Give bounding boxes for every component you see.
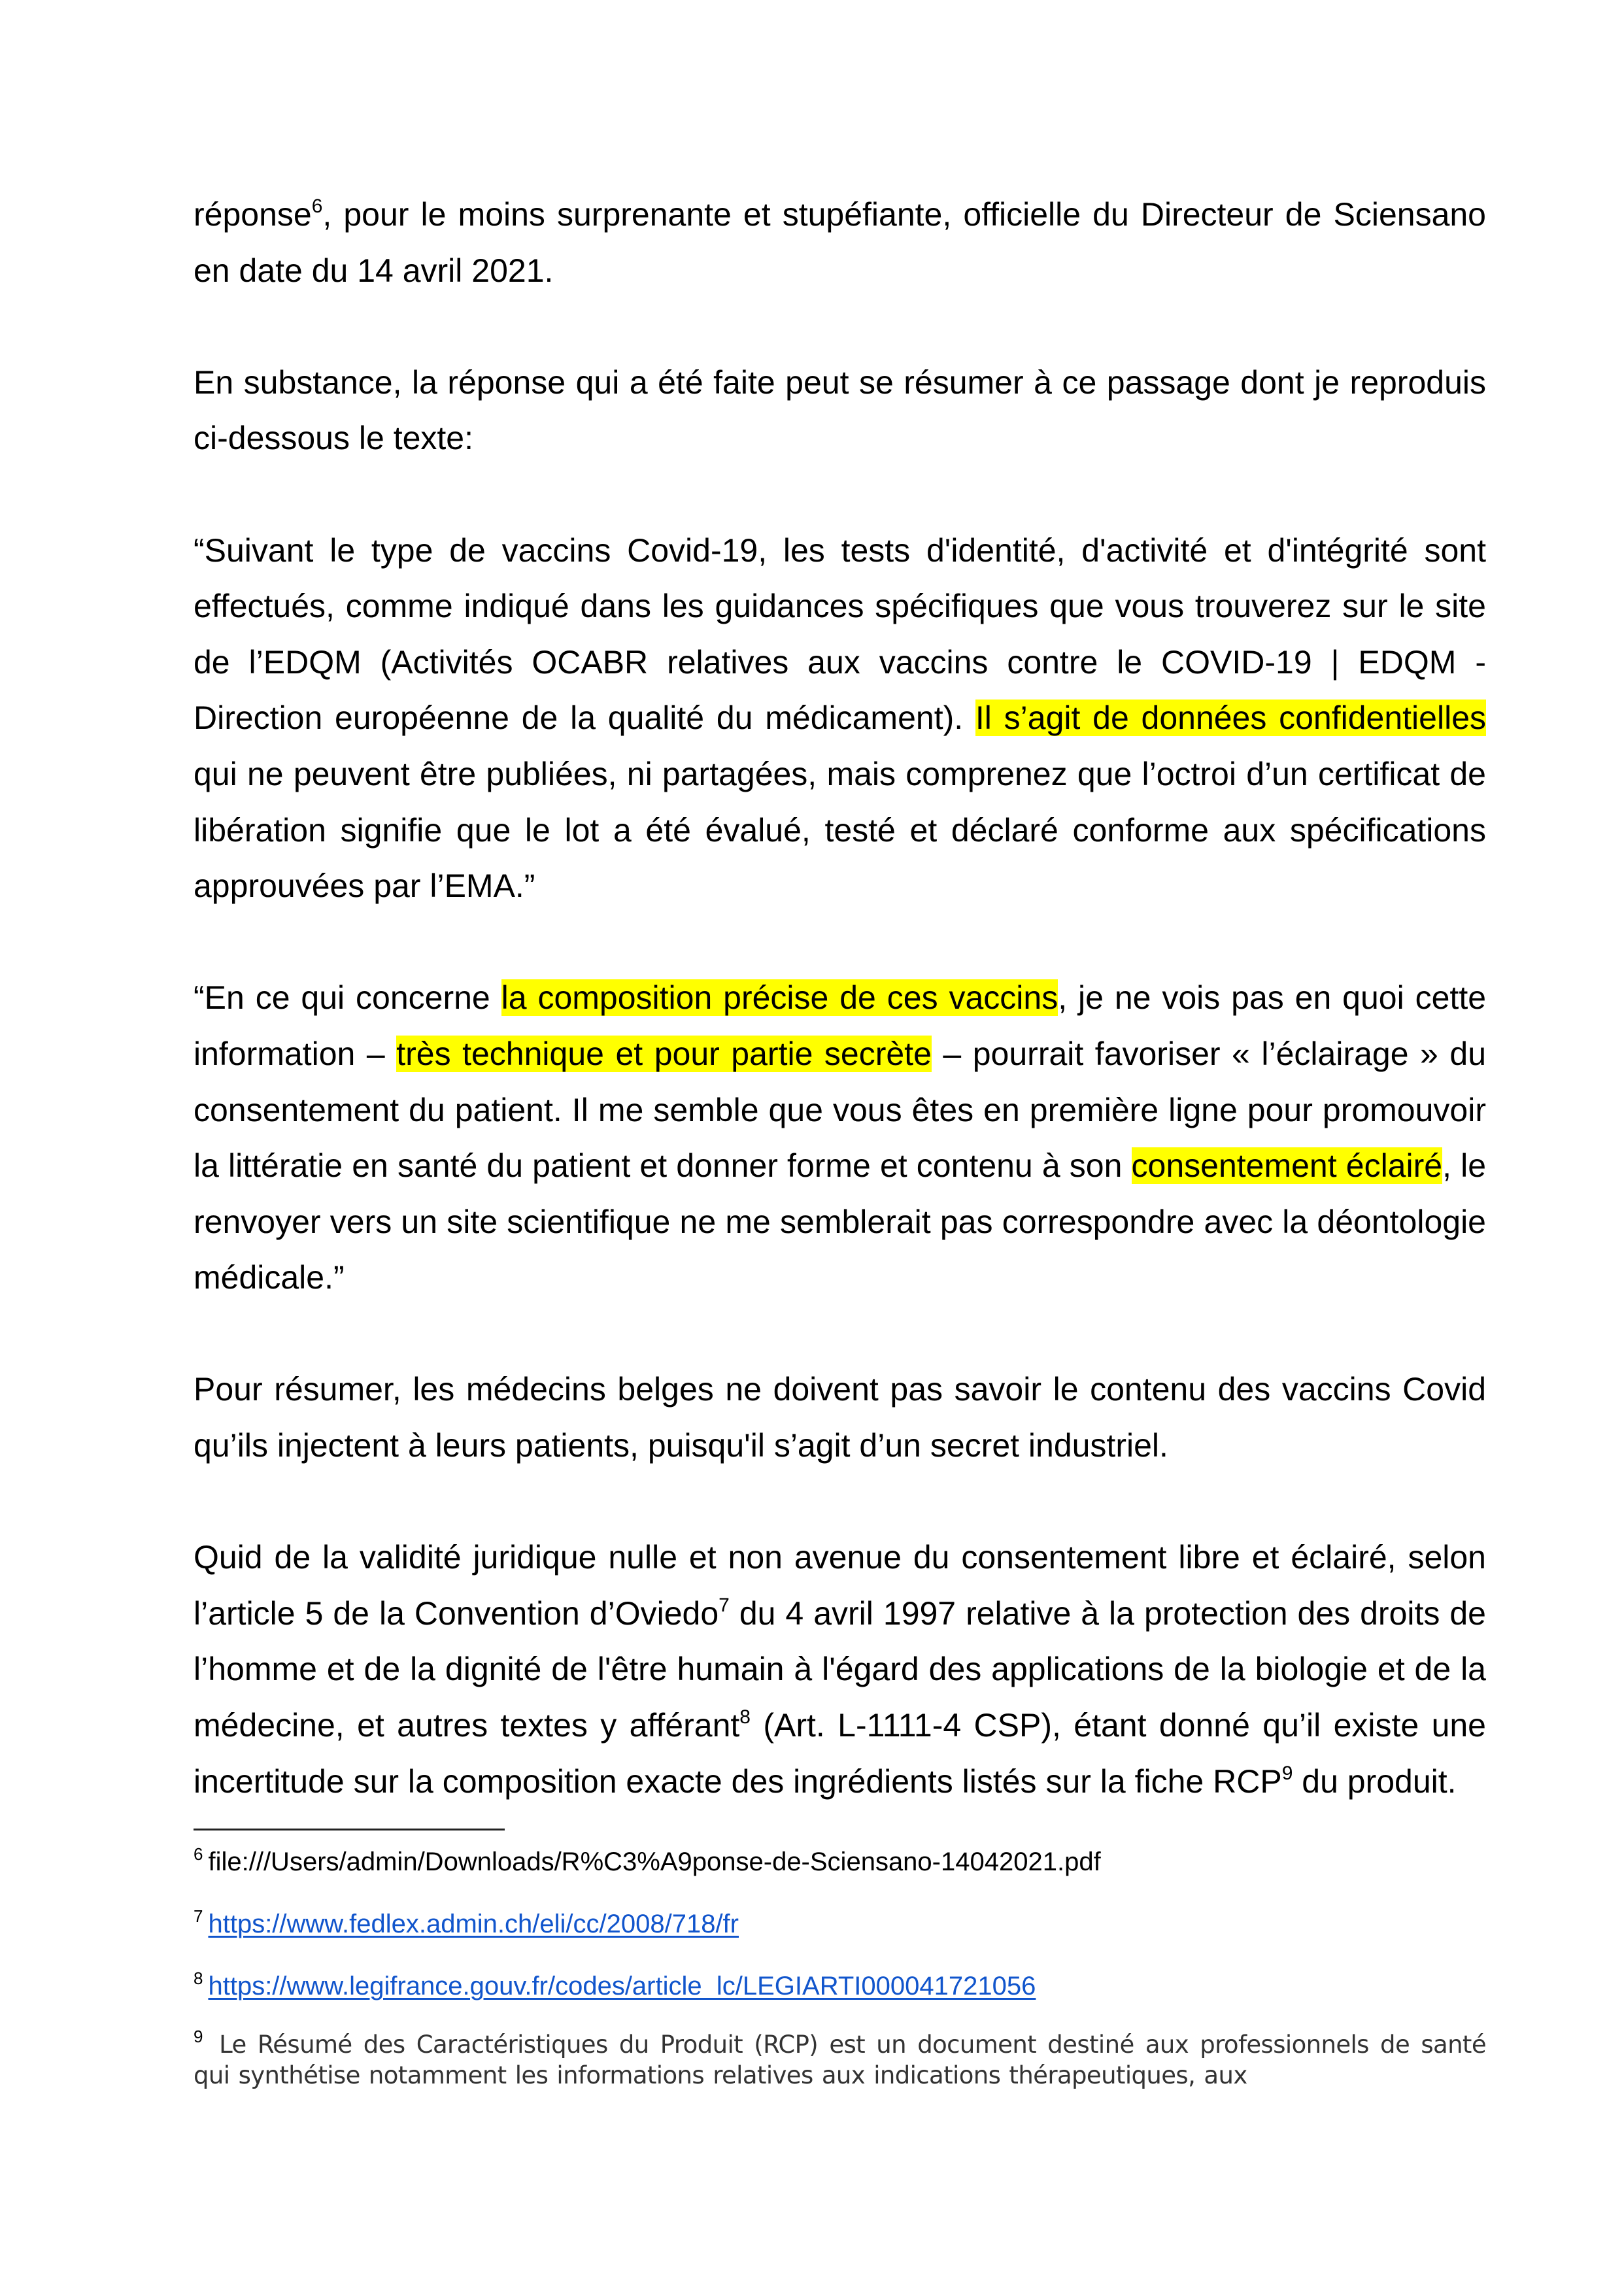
footnote-number: 8 bbox=[194, 1968, 203, 1988]
text-segment: (Art. L-1111-4 CSP), étant donné qu’il existe une incertitude sur la composition exacte des ingrédients listés sur la fiche RCP bbox=[194, 1707, 1486, 1800]
footnote-6 bbox=[194, 1846, 1486, 1878]
footnote-9 bbox=[194, 2029, 1486, 2091]
footnote-reference[interactable]: 6 bbox=[311, 195, 323, 217]
text-segment: Quid de la validité juridique nulle et non avenue du consentement libre et éclairé, selon l’article 5 de la Convention d’Oviedo bbox=[194, 1539, 1486, 1632]
footnote-reference[interactable]: 7 bbox=[719, 1594, 730, 1616]
footnote-text: Le Résumé des Caractéristiques du Produit (RCP) est un document destiné aux professionnels de santé qui synthétise notamment les informations relatives aux indications thérapeutiques, aux bbox=[194, 2031, 1486, 2089]
footnote-link-fedlex[interactable]: https://www.fedlex.admin.ch/eli/cc/2008/718/fr bbox=[208, 1910, 739, 1938]
footnote-text: file:///Users/admin/Downloads/R%C3%A9ponse-de-Sciensano-14042021.pdf bbox=[208, 1847, 1101, 1876]
body-text bbox=[194, 187, 1486, 1866]
footnote-link-legifrance[interactable]: https://www.legifrance.gouv.fr/codes/article_lc/LEGIARTI000041721056 bbox=[208, 1972, 1036, 2000]
paragraph-quote-confidential bbox=[194, 523, 1486, 915]
text-segment: – pourrait favoriser « l’éclairage » du consentement du patient. Il me semble que vous êtes en première ligne pour promouvoir la littératie en santé du patient et donner forme et contenu à son bbox=[194, 1035, 1487, 1185]
text-segment: “Suivant le type de vaccins Covid-19, les tests d'identité, d'activité et d'intégrité sont effectués, comme indiqué dans les guidances spécifiques que vous trouverez sur le site de l’EDQM (Activités OCABR relatives aux vaccins contre le COVID-19 | EDQM - Direction européenne de la qualité du médicament). bbox=[194, 531, 1486, 737]
highlighted-text: la composition précise de ces vaccins bbox=[501, 979, 1058, 1017]
text-segment: réponse bbox=[194, 196, 312, 233]
text-segment: qui ne peuvent être publiées, ni partagées, mais comprenez que l’octroi d’un certificat de libération signifie que le lot a été évalué, testé et déclaré conforme aux spécifications approuvées par l’EMA.” bbox=[194, 755, 1486, 905]
text-segment: , pour le moins surprenante et stupéfiante, officielle du Directeur de Sciensano en date du 14 avril 2021. bbox=[194, 196, 1486, 289]
text-segment: , je ne vois pas en quoi cette information – bbox=[194, 979, 1487, 1072]
footnote-7 bbox=[194, 1908, 1486, 1940]
paragraph-summary bbox=[194, 1362, 1486, 1474]
footnote-number: 9 bbox=[194, 2029, 203, 2046]
paragraph-quote-composition bbox=[194, 970, 1486, 1306]
paragraph-quid bbox=[194, 1530, 1486, 1810]
text-segment: En substance, la réponse qui a été faite peut se résumer à ce passage dont je reproduis ci-dessous le texte: bbox=[194, 363, 1486, 457]
text-segment: du produit. bbox=[1293, 1763, 1457, 1800]
text-segment: , le renvoyer vers un site scientifique ne me semblerait pas correspondre avec la déontologie médicale.” bbox=[194, 1147, 1486, 1296]
footnote-8 bbox=[194, 1970, 1486, 2002]
highlighted-text: très technique et pour partie secrète bbox=[396, 1035, 932, 1072]
footnote-number: 7 bbox=[194, 1906, 203, 1926]
footnote-reference[interactable]: 8 bbox=[739, 1706, 751, 1729]
text-segment: Pour résumer, les médecins belges ne doivent pas savoir le contenu des vaccins Covid qu’ils injectent à leurs patients, puisqu'il s’agit d’un secret industriel. bbox=[194, 1371, 1486, 1464]
paragraph-response bbox=[194, 187, 1486, 299]
paragraph-substance bbox=[194, 355, 1486, 467]
text-segment: du 4 avril 1997 relative à la protection des droits de l’homme et de la dignité de l'être humain à l'égard des applications de la biologie et de la médecine, et autres textes y afférant bbox=[194, 1594, 1486, 1744]
footnote-separator bbox=[194, 1829, 505, 1830]
highlighted-text: Il s’agit de données confidentielles bbox=[975, 700, 1486, 737]
footnote-number: 6 bbox=[194, 1844, 203, 1864]
text-segment: “En ce qui concerne bbox=[194, 979, 501, 1017]
highlighted-text: consentement éclairé bbox=[1131, 1147, 1443, 1185]
footnote-reference[interactable]: 9 bbox=[1281, 1762, 1293, 1784]
